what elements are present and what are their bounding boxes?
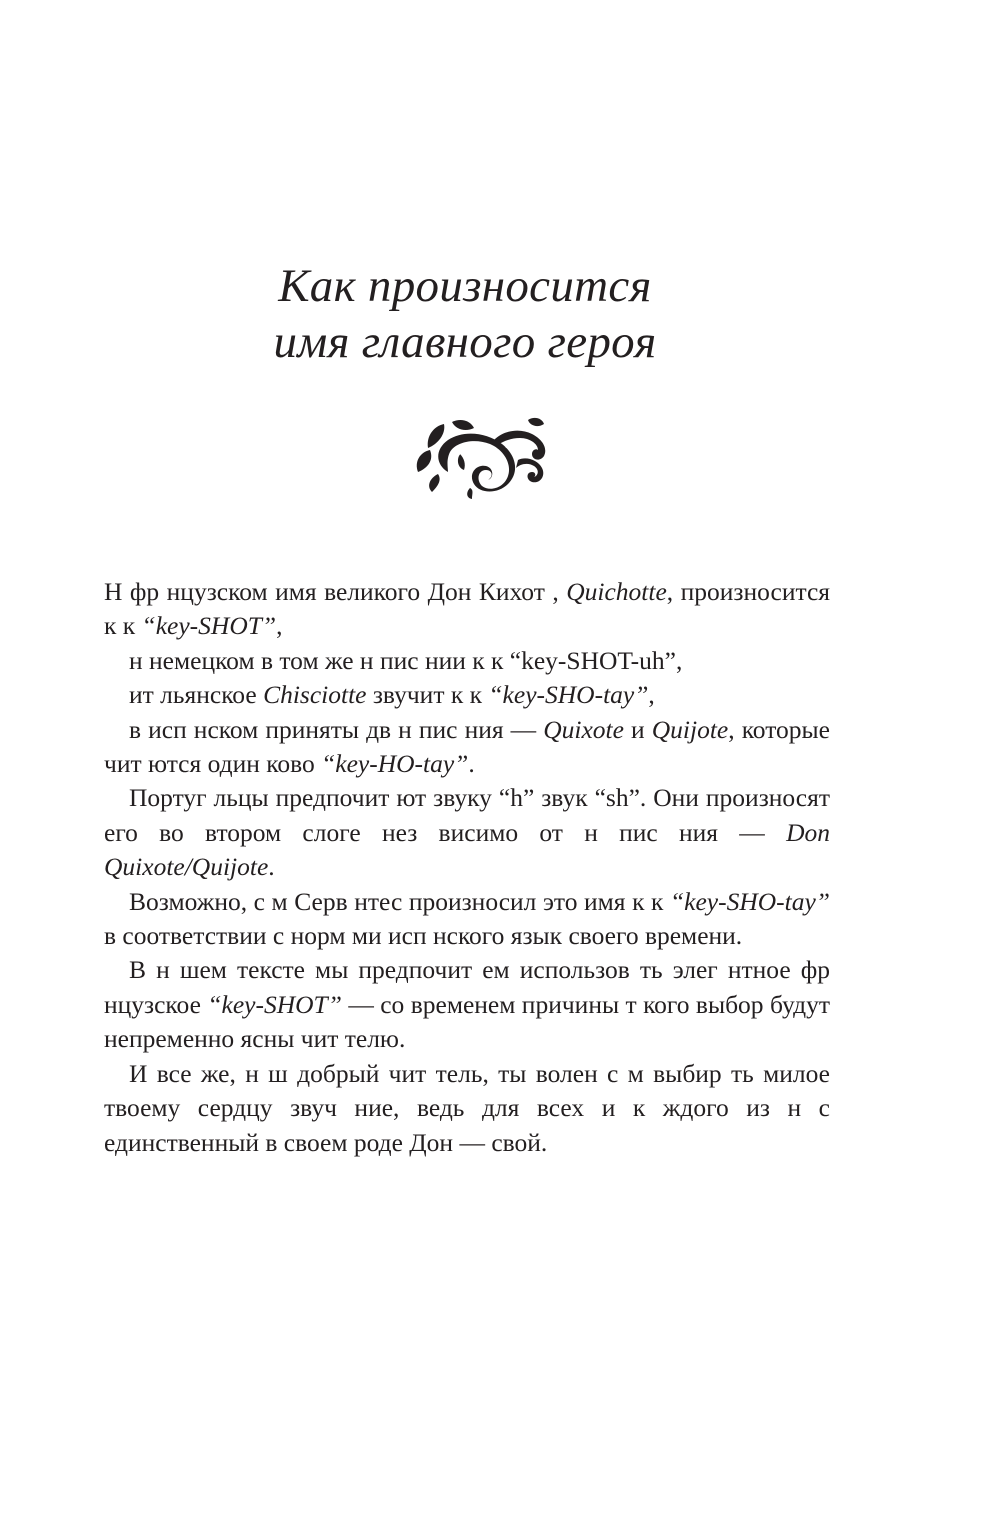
chapter-title-line-2: имя главного героя [273, 316, 657, 368]
text-run: . [268, 852, 275, 882]
floral-flourish-icon [408, 410, 554, 500]
paragraph [104, 953, 830, 1056]
italic-text: Quixote [543, 714, 624, 744]
text-run: — со временем причины т кого выбор будут непременно ясны чит телю. [104, 989, 830, 1054]
text-run: , [648, 680, 655, 710]
italic-text: “key-SHO-tay” [488, 680, 649, 710]
text-run: звучит к к [366, 680, 489, 710]
text-run: н немецком в том же н пис нии к к “key-SHOT-uh”, [129, 645, 683, 675]
chapter-title-line-1: Как произносится [278, 260, 652, 312]
text-run: в исп нском приняты дв н пис ния — [129, 714, 544, 744]
body-text [104, 575, 830, 1160]
paragraph [104, 713, 830, 782]
text-run: ит льянское [129, 680, 264, 710]
chapter-title [0, 258, 930, 370]
text-run: В н шем тексте мы предпочит ем использов ть элег нтное фр нцузское [104, 955, 830, 1019]
italic-text: “key-HO-tay” [321, 749, 469, 779]
italic-text: “key-SHOT” [141, 611, 277, 641]
text-run: И все же, н ш добрый чит тель, ты волен с м выбир ть милое твоему сердцу звуч ние, ведь для всех и к ждого из н с единственный в своем роде Дон — свой. [104, 1058, 830, 1157]
italic-text: “key-SHOT” [207, 989, 342, 1019]
italic-text: Chisciotte [263, 680, 367, 710]
text-run: , [276, 611, 283, 641]
text-run: в соответствии с норм ми исп нского язык своего времени. [104, 921, 743, 951]
text-run: и [623, 714, 652, 744]
text-run: , которые чит ются один ково [104, 714, 830, 779]
paragraph [104, 644, 830, 678]
italic-text: Quichotte [566, 577, 667, 606]
text-run: Возможно, с м Серв нтес произносил это имя к к [129, 886, 670, 916]
paragraph [104, 885, 830, 954]
text-run: . [468, 749, 475, 779]
paragraph [104, 575, 830, 644]
paragraph [104, 1057, 830, 1160]
text-run: Н фр нцузском имя великого Дон Кихот , [104, 577, 567, 606]
italic-text: “key-SHO-tay” [669, 886, 830, 916]
paragraph [104, 781, 830, 884]
text-run: Португ льцы предпочит ют звуку “h” звук “sh”. Они произносят его во втором слоге нез висимо от н пис ния — [104, 783, 830, 847]
italic-text: Quijote [651, 714, 729, 744]
italic-text: Don Quixote/Quijote [104, 817, 830, 882]
paragraph [104, 678, 830, 712]
text-run: , произносится к к [104, 577, 830, 641]
